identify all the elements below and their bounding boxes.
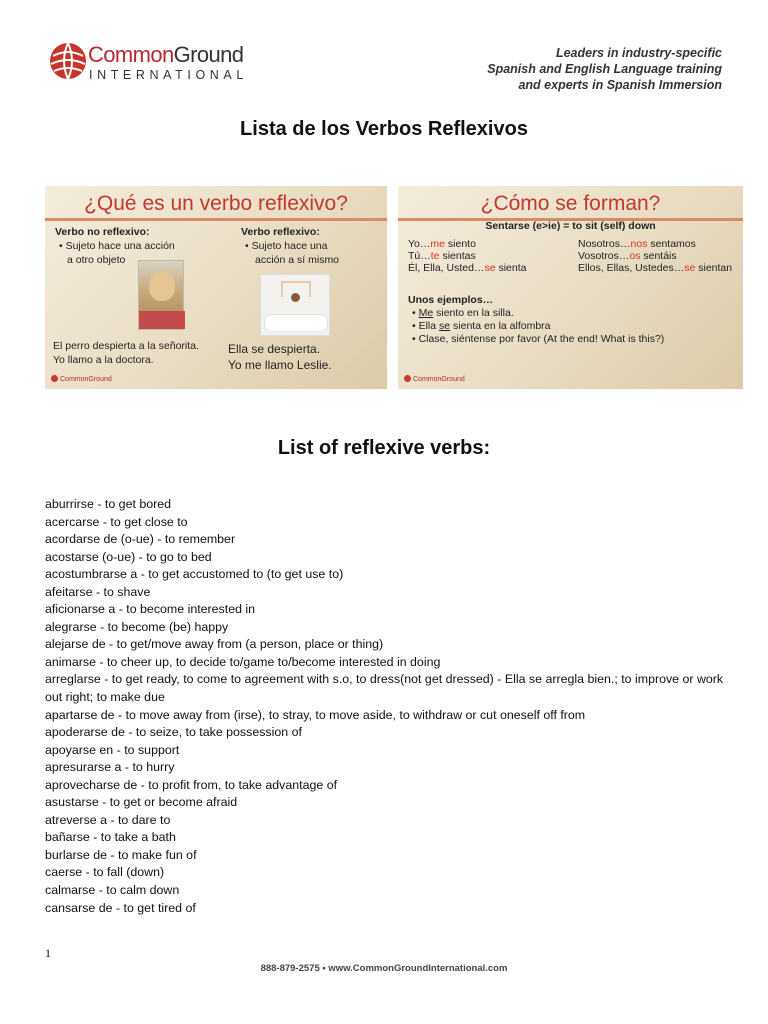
non-reflexive-bullet: • Sujeto hace una acción [59,240,175,252]
slide-logo: CommonGround [404,375,465,383]
verb-item: atreverse a - to dare to [45,812,171,827]
conjugation-vosotros: Vosotros…os sentáis [578,250,677,262]
verb-item: aficionarse a - to become interested in [45,602,256,617]
example-item: • Me siento en la silla. [412,307,514,319]
slide-title: ¿Qué es un verbo reflexivo? [84,192,348,215]
globe-logo-icon [51,375,58,382]
verb-item: acostumbrarse a - to get accustomed to (to get use to) [45,567,344,582]
reflexive-example: Yo me llamo Leslie. [228,358,332,372]
verb-item: animarse - to cheer up, to decide to/game to/become interested in doing [45,654,441,669]
conjugation-subtitle: Sentarse (e>ie) = to sit (self) down [485,220,656,232]
company-tagline [487,45,722,93]
verb-item: apoyarse en - to support [45,742,180,757]
logo-subtitle: INTERNATIONAL [89,68,248,82]
slide-logo: CommonGround [51,375,112,383]
verb-item: cansarse de - to get tired of [45,900,196,915]
verb-item: apoderarse de - to seize, to take possession of [45,725,302,740]
verb-item: acercarse - to get close to [45,514,188,529]
globe-logo-icon [404,375,411,382]
verb-item: burlarse de - to make fun of [45,847,197,862]
verb-item: asustarse - to get or become afraid [45,795,238,810]
woman-waking-photo [260,274,330,336]
verb-item: acordarse de (o-ue) - to remember [45,532,236,547]
non-reflexive-example: Yo llamo a la doctora. [53,354,154,366]
verb-item: bañarse - to take a bath [45,830,176,845]
verb-item: acostarse (o-ue) - to go to bed [45,549,212,564]
verb-item: apartarse de - to move away from (irse), to stray, to move aside, to withdraw or cut oneself off from [45,707,586,722]
document-title: Lista de los Verbos Reflexivos [240,118,528,140]
dog-photo [138,260,184,330]
page-number: 1 [45,946,51,960]
reflexive-bullet: • Sujeto hace una [245,240,328,252]
example-item: • Ella se sienta en la alfombra [412,320,551,332]
verb-item: aprovecharse de - to profit from, to take advantage of [45,777,338,792]
verb-item: arreglarse - to get ready, to come to agreement with s.o, to dress(not get dressed) - Ella se arregla bien.; to improve or work out right; to make due [45,672,724,705]
verb-list [45,496,735,917]
slide-title: ¿Cómo se forman? [480,192,661,215]
company-logo [48,38,248,90]
conjugation-ellos: Ellos, Ellas, Ustedes…se sientan [578,262,733,274]
non-reflexive-bullet-cont: a otro objeto [67,254,126,266]
example-item: • Clase, siéntense por favor (At the end! What is this?) [412,333,665,345]
verb-item: alegrarse - to become (be) happy [45,619,229,634]
verb-item: afeitarse - to shave [45,584,151,599]
non-reflexive-example: El perro despierta a la señorita. [53,340,199,352]
reflexive-heading: Verbo reflexivo: [241,226,320,238]
tagline-line: Spanish and English Language training [487,62,722,76]
slide-what-is-reflexive [45,186,387,389]
verb-item: aburrirse - to get bored [45,497,172,511]
non-reflexive-heading: Verbo no reflexivo: [55,226,150,238]
slide-divider [45,218,387,221]
list-heading: List of reflexive verbs: [277,437,491,459]
conjugation-nosotros: Nosotros…nos sentamos [578,238,696,250]
reflexive-bullet-cont: acción a sí mismo [255,254,340,266]
globe-logo-icon [48,38,90,84]
tagline-line: Leaders in industry-specific [555,46,722,60]
verb-item: apresurarse a - to hurry [45,760,175,775]
reflexive-example: Ella se despierta. [228,342,321,356]
verb-item: caerse - to fall (down) [45,865,165,880]
verb-item: calmarse - to calm down [45,883,180,898]
footer-contact: 888-879-2575 • www.CommonGroundInternational.com [260,963,508,974]
verb-item: alejarse de - to get/move away from (a person, place or thing) [45,637,384,652]
conjugation-tu: Tú…te sientas [408,250,476,262]
tagline-line: and experts in Spanish Immersion [518,78,722,92]
logo-wordmark: CommonGround [88,42,244,67]
conjugation-yo: Yo…me siento [408,238,476,250]
conjugation-el: Él, Ella, Usted…se sienta [408,262,527,274]
examples-heading: Unos ejemplos… [408,294,494,306]
slide-how-formed [398,186,743,389]
